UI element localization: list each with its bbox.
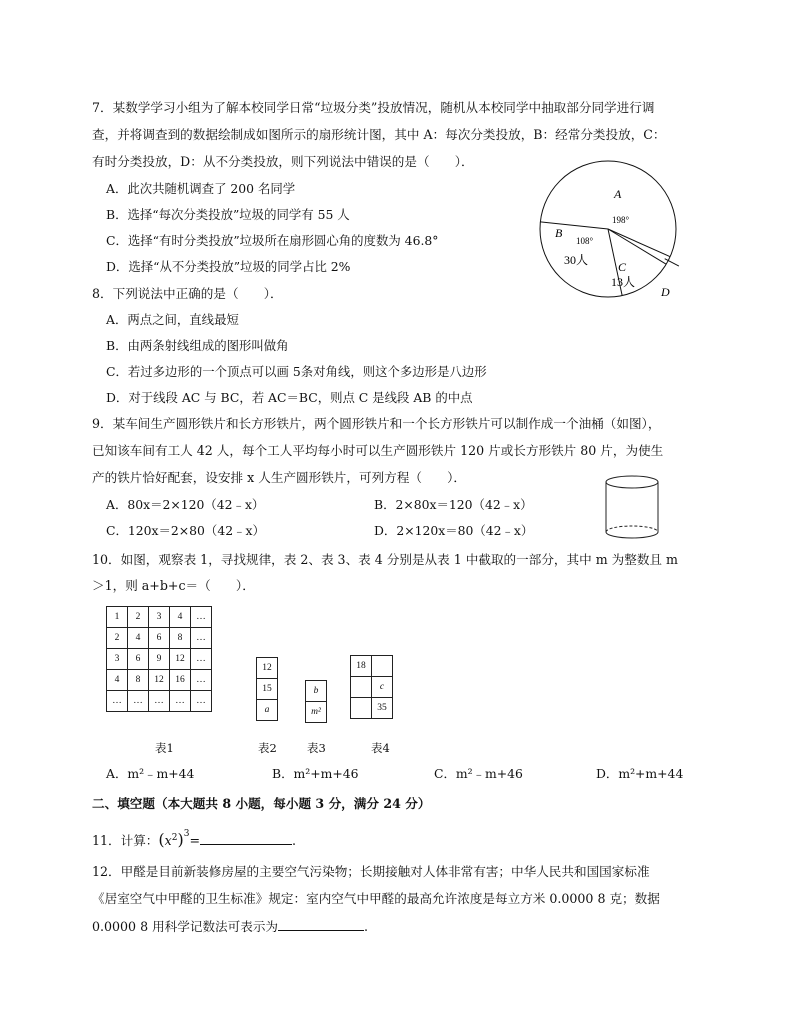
t1-cell: 16 bbox=[170, 670, 191, 691]
pie-label-c: C bbox=[618, 260, 627, 274]
pie-angle-b: 108° bbox=[576, 236, 594, 246]
t1-cell: … bbox=[191, 607, 212, 628]
t2-cell: 12 bbox=[257, 658, 278, 679]
t2-cell: a bbox=[257, 700, 278, 721]
t1-cell: 3 bbox=[107, 649, 128, 670]
t1-cell: 12 bbox=[149, 670, 170, 691]
q8-option-b: B．由两条射线组成的图形叫做角 bbox=[106, 338, 289, 353]
table-1 bbox=[106, 606, 212, 712]
t1-cell: 6 bbox=[128, 649, 149, 670]
pie-label-a: A bbox=[614, 187, 622, 201]
table-2-caption: 表2 bbox=[258, 741, 277, 755]
t1-cell: … bbox=[191, 649, 212, 670]
q8-option-a: A．两点之间，直线最短 bbox=[106, 312, 239, 327]
t3-cell: m² bbox=[306, 702, 327, 723]
t1-cell: 8 bbox=[170, 628, 191, 649]
q10-option-b: B．m²+m+46 bbox=[272, 766, 359, 781]
q8-stem: 8．下列说法中正确的是（ ）． bbox=[92, 286, 283, 301]
t4-cell bbox=[351, 698, 372, 719]
q11-answer-blank[interactable] bbox=[200, 832, 292, 845]
t1-cell: 9 bbox=[149, 649, 170, 670]
pie-label-b: B bbox=[555, 226, 563, 240]
q11-outer-exp: 3 bbox=[183, 829, 190, 839]
q10-stem-line-2: ＞1，则 a+b+c＝（ ）． bbox=[92, 578, 255, 593]
cylinder-figure bbox=[596, 472, 668, 544]
t1-cell: 2 bbox=[107, 628, 128, 649]
q7-option-a: A．此次共随机调查了 200 名同学 bbox=[106, 181, 296, 196]
t1-cell: … bbox=[170, 691, 191, 712]
table-3 bbox=[305, 680, 327, 723]
q7-stem-line-3: 有时分类投放，D：从不分类投放，则下列说法中错误的是（ ）． bbox=[92, 154, 474, 169]
t3-cell: b bbox=[306, 681, 327, 702]
t4-cell bbox=[351, 677, 372, 698]
t1-cell: … bbox=[191, 628, 212, 649]
q12-line-3 bbox=[92, 918, 368, 935]
pie-angle-a: 198° bbox=[612, 215, 630, 225]
table-4-caption: 表4 bbox=[371, 741, 390, 755]
q10-option-d: D．m²+m+44 bbox=[596, 766, 684, 781]
t1-cell: … bbox=[107, 691, 128, 712]
t1-cell: 3 bbox=[149, 607, 170, 628]
q10-option-c: C．m²﹣m+46 bbox=[434, 766, 523, 781]
table-4 bbox=[350, 655, 393, 719]
q8-option-c: C．若过多边形的一个顶点可以画 5条对角线，则这个多边形是八边形 bbox=[106, 364, 487, 379]
t4-cell: 18 bbox=[351, 656, 372, 677]
q12-end: . bbox=[364, 919, 369, 934]
q7-option-d: D．选择“从不分类投放”垃圾的同学占比 2% bbox=[106, 259, 351, 274]
q9-option-c: C．120x＝2×80（42﹣x） bbox=[106, 523, 265, 538]
t1-cell: 12 bbox=[170, 649, 191, 670]
pie-chart bbox=[528, 158, 688, 318]
pie-count-b: 30人 bbox=[564, 253, 589, 267]
t1-cell: 1 bbox=[107, 607, 128, 628]
pie-boundary-b-a bbox=[540, 222, 608, 229]
pie-count-c: 13人 bbox=[611, 275, 636, 289]
q8-option-d: D．对于线段 AC 与 BC，若 AC＝BC，则点 C 是线段 AB 的中点 bbox=[106, 390, 473, 405]
q11-end: . bbox=[292, 833, 297, 849]
t1-cell: … bbox=[149, 691, 170, 712]
t1-cell: … bbox=[191, 691, 212, 712]
table-2 bbox=[256, 657, 278, 721]
section-2-title: 二、填空题（本大题共 8 小题，每小题 3 分，满分 24 分） bbox=[92, 796, 431, 811]
q9-stem-line-2: 已知该车间有工人 42 人，每个工人平均每小时可以生产圆形铁片 120 片或长方形铁片 80 片，为使生 bbox=[92, 443, 664, 458]
q10-option-a: A．m²﹣m+44 bbox=[106, 766, 195, 781]
q7-option-b: B．选择“每次分类投放”垃圾的同学有 55 人 bbox=[106, 207, 350, 222]
t4-cell bbox=[372, 656, 393, 677]
t1-cell: 4 bbox=[107, 670, 128, 691]
q11-prefix: 11．计算： bbox=[92, 833, 159, 849]
t1-cell: 4 bbox=[128, 628, 149, 649]
table-1-caption: 表1 bbox=[155, 741, 174, 755]
t1-cell: 6 bbox=[149, 628, 170, 649]
t4-cell: c bbox=[372, 677, 393, 698]
t1-cell: … bbox=[128, 691, 149, 712]
t1-cell: 2 bbox=[128, 607, 149, 628]
t4-cell: 35 bbox=[372, 698, 393, 719]
q9-option-b: B．2×80x＝120（42﹣x） bbox=[374, 497, 533, 512]
q12-line-1: 12．甲醛是目前新装修房屋的主要空气污染物；长期接触对人体非常有害；中华人民共和国国家标准 bbox=[92, 864, 650, 879]
q11: 11．计算：$(x^2)^3=$ . bbox=[92, 829, 297, 850]
t1-cell: 8 bbox=[128, 670, 149, 691]
q9-stem-line-1: 9．某车间生产圆形铁片和长方形铁片，两个圆形铁片和一个长方形铁片可以制作成一个油桶（如图）， bbox=[92, 416, 661, 431]
pie-boundary-d-c bbox=[608, 229, 666, 264]
pie-boundary-a-d bbox=[608, 229, 670, 257]
q12-last-prefix: 0.0000 8 用科学记数法可表示为 bbox=[92, 919, 279, 934]
pie-label-d: D bbox=[661, 285, 670, 299]
table-3-caption: 表3 bbox=[307, 741, 326, 755]
q11-base: x bbox=[164, 833, 172, 849]
q11-equals: = bbox=[189, 833, 201, 849]
q12-line-2: 《居室空气中甲醛的卫生标准》规定：室内空气中甲醛的最高允许浓度是每立方米 0.0000 8 克；数据 bbox=[92, 891, 660, 906]
q9-stem-line-3: 产的铁片恰好配套，设安排 x 人生产圆形铁片，可列方程（ ）． bbox=[92, 470, 467, 485]
t2-cell: 15 bbox=[257, 679, 278, 700]
q7-stem-line-1: 7．某数学学习小组为了解本校同学日常“垃圾分类”投放情况，随机从本校同学中抽取部分同学进行调 bbox=[92, 100, 655, 115]
t1-cell: … bbox=[191, 670, 212, 691]
q11-inner-exp: 2 bbox=[171, 833, 178, 843]
q7-option-c: C．选择“有时分类投放”垃圾所在扇形圆心角的度数为 46.8° bbox=[106, 233, 439, 248]
q9-option-d: D．2×120x＝80（42﹣x） bbox=[374, 523, 534, 538]
q10-stem-line-1: 10．如图，观察表 1，寻找规律，表 2、表 3、表 4 分别是从表 1 中截取的一部分，其中 m 为整数且 m bbox=[92, 552, 678, 567]
t1-cell: 4 bbox=[170, 607, 191, 628]
q9-option-a: A．80x＝2×120（42﹣x） bbox=[106, 497, 265, 512]
q12-answer-blank[interactable] bbox=[278, 918, 364, 931]
q7-stem-line-2: 查，并将调查到的数据绘制成如图所示的扇形统计图，其中 A：每次分类投放，B：经常分类投放，C： bbox=[92, 127, 666, 142]
